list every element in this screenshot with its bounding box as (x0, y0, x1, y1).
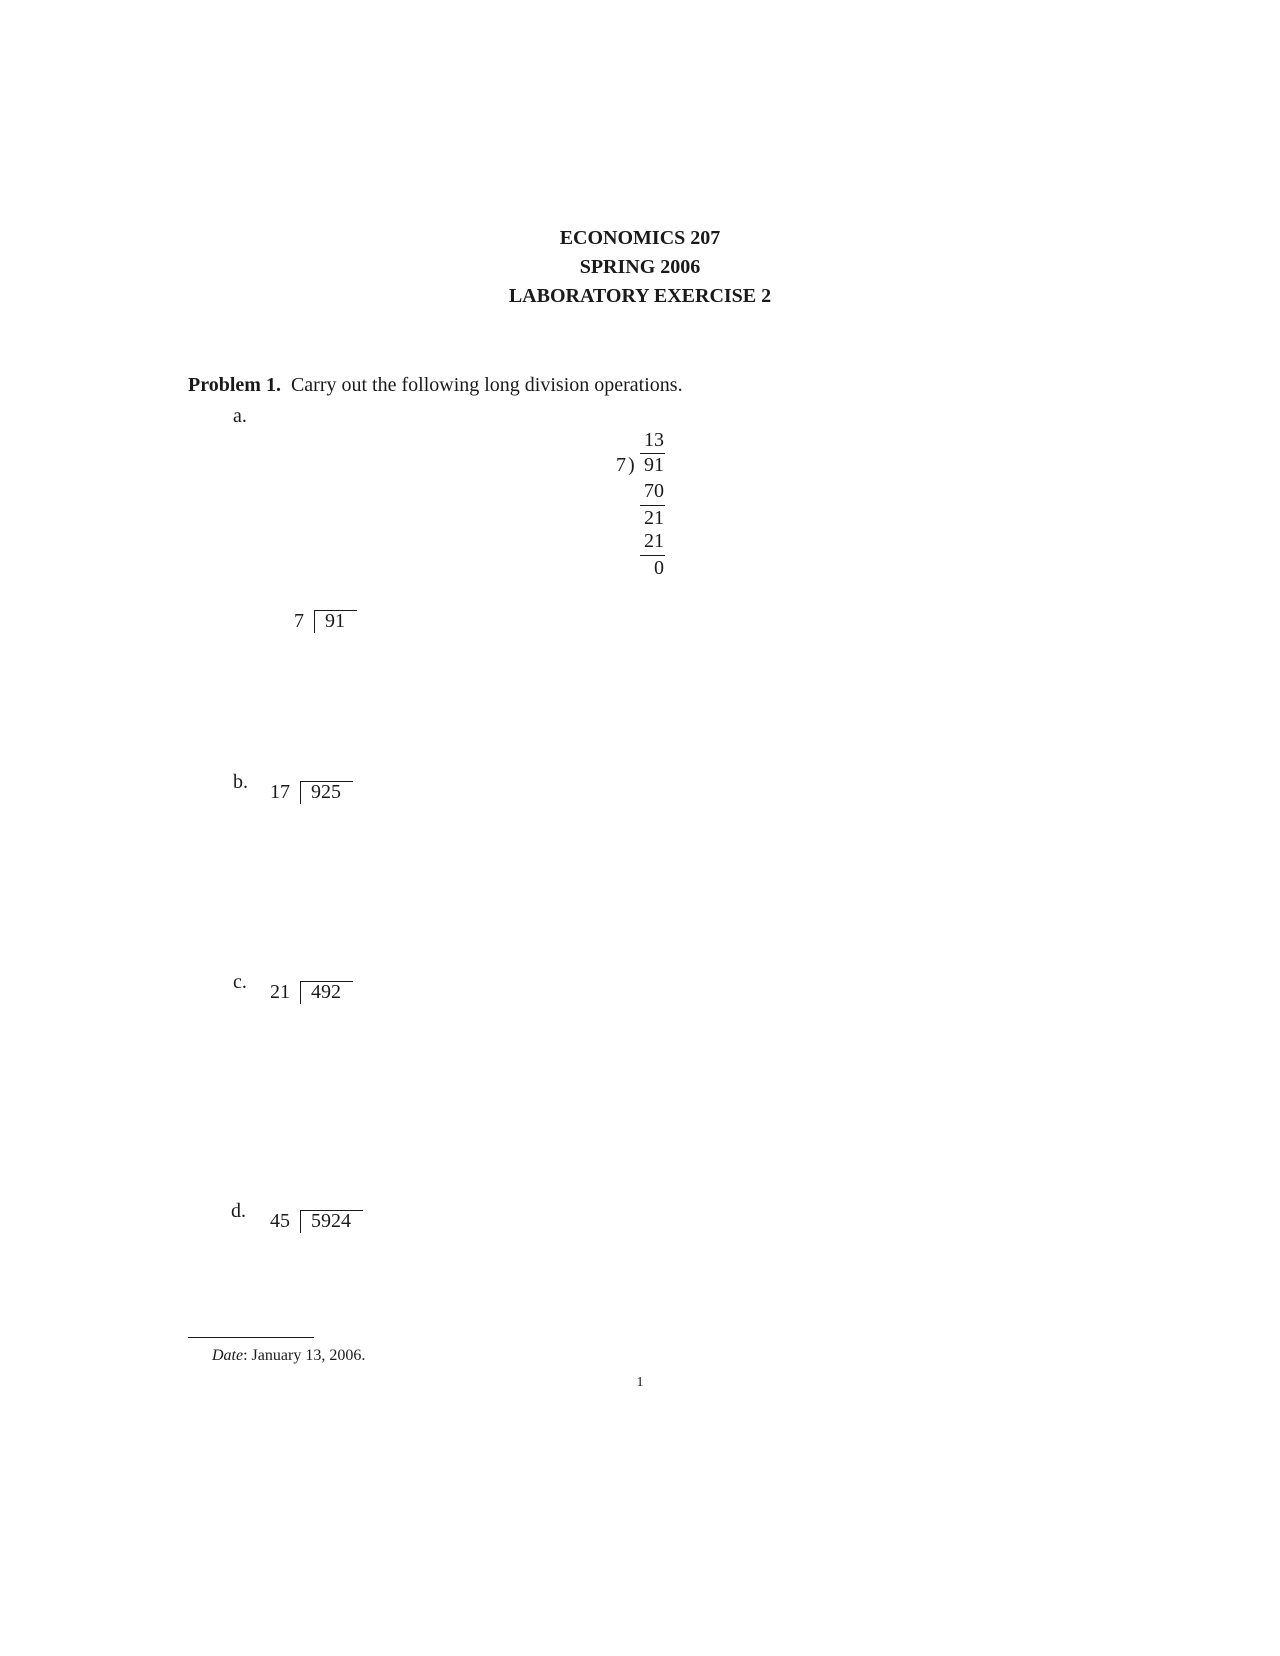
course-title: ECONOMICS 207 (559, 227, 721, 249)
problem-statement (188, 372, 683, 398)
example-step1-subtract: 70 (644, 480, 664, 502)
footnote-label: Date (212, 1347, 244, 1364)
item-label-c: c. (233, 971, 247, 993)
footnote-rule (188, 1337, 314, 1338)
problem-label: Problem 1. (188, 374, 281, 396)
divisor-d: 45 (270, 1210, 290, 1232)
page-number: 1 (636, 1375, 644, 1390)
term-title: SPRING 2006 (579, 256, 701, 278)
example-quotient: 13 (644, 429, 664, 451)
item-label-a: a. (233, 405, 247, 427)
dividend-d: 5924 (311, 1210, 351, 1232)
item-label-d: d. (231, 1200, 246, 1222)
problem-text: Carry out the following long division operations. (290, 374, 683, 396)
dividend-a: 91 (325, 610, 345, 632)
footnote (212, 1346, 365, 1366)
exercise-title: LABORATORY EXERCISE 2 (508, 285, 772, 307)
example-dividend: 91 (644, 454, 664, 476)
divisor-a: 7 (294, 610, 304, 632)
divisor-b: 17 (270, 781, 290, 803)
example-divisor: 7 (616, 454, 626, 476)
divisor-c: 21 (270, 981, 290, 1003)
item-label-b: b. (233, 771, 248, 793)
example-remainder: 0 (654, 557, 664, 579)
footnote-text: : January 13, 2006. (243, 1347, 366, 1364)
example-step1-remainder: 21 (644, 507, 664, 529)
dividend-c: 492 (311, 981, 341, 1003)
dividend-b: 925 (311, 781, 341, 803)
example-bracket: ) (628, 454, 635, 476)
example-step2-subtract: 21 (644, 530, 664, 552)
